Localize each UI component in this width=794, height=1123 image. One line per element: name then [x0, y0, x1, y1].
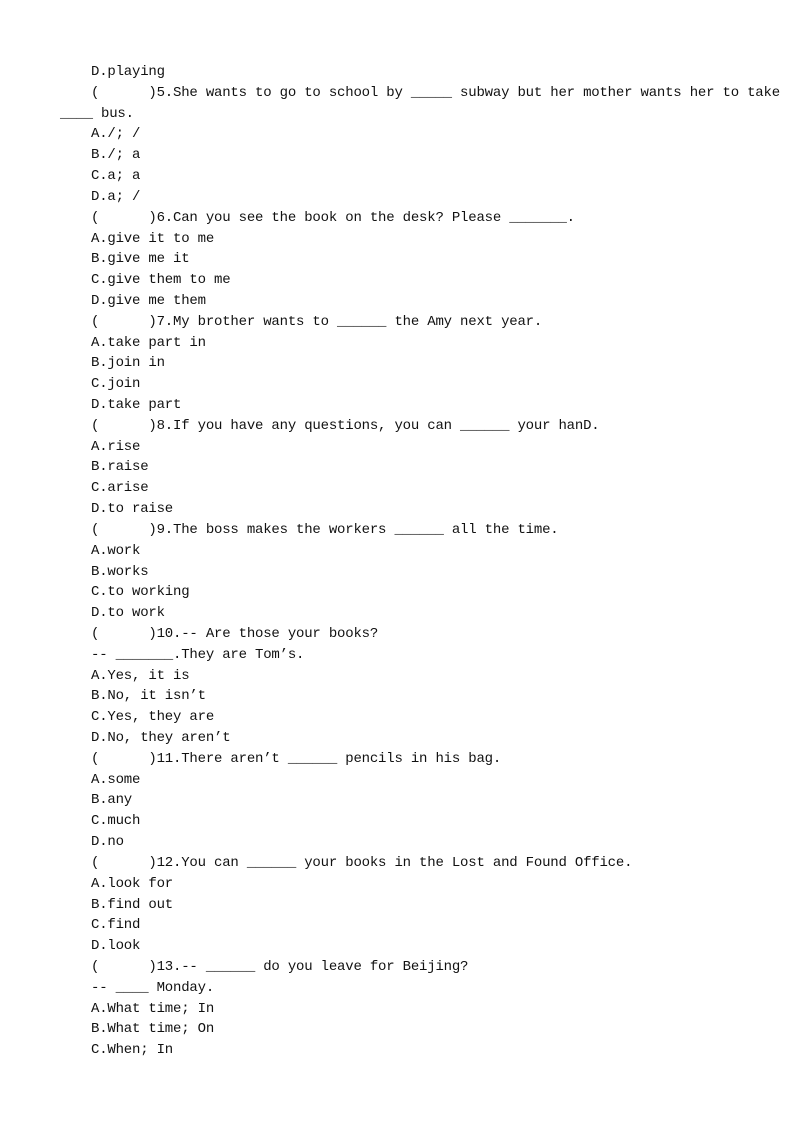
- text-line: D.a; /: [91, 188, 141, 205]
- text-line: B.No, it isn’t: [91, 688, 206, 705]
- text-line: D.to work: [91, 605, 165, 622]
- question-line: ( )13.-- ______ do you leave for Beijing?: [91, 958, 469, 975]
- text-line: A./; /: [91, 126, 141, 143]
- text-line: C.arise: [91, 480, 149, 497]
- text-line: D.playing: [91, 64, 165, 80]
- question-line: ( )12.You can ______ your books in the Lost and Found Office.: [91, 854, 633, 871]
- text-line: A.take part in: [91, 334, 206, 351]
- text-line: A.some: [91, 771, 141, 788]
- question-line: ( )8.If you have any questions, you can ______ your hanD.: [91, 417, 600, 434]
- text-line: C.join: [91, 376, 141, 393]
- text-line: C.Yes, they are: [91, 709, 215, 726]
- text-line: -- _______.They are Tom’s.: [91, 646, 305, 663]
- text-line: A.look for: [91, 875, 174, 892]
- question-line: ( )11.There aren’t ______ pencils in his bag.: [91, 750, 502, 767]
- text-line: A.Yes, it is: [91, 667, 190, 684]
- text-line: A.work: [91, 542, 141, 559]
- text-line: C.to working: [91, 584, 190, 601]
- text-line: D.to raise: [91, 501, 174, 518]
- text-line: A.give it to me: [91, 230, 215, 247]
- text-line: C.a; a: [91, 168, 141, 185]
- text-line: B.join in: [91, 355, 165, 372]
- question-line: ( )9.The boss makes the workers ______ all the time.: [91, 521, 559, 538]
- text-line: D.No, they aren’t: [91, 730, 231, 746]
- text-line: B.works: [91, 563, 149, 580]
- text-line: C.When; In: [91, 1042, 174, 1059]
- question-line: ( )10.-- Are those your books?: [91, 625, 379, 642]
- text-line: C.find: [91, 917, 141, 934]
- text-line: A.What time; In: [91, 1000, 215, 1017]
- question-line: ( )7.My brother wants to ______ the Amy next year.: [91, 313, 543, 330]
- text-line: D.give me them: [91, 292, 206, 309]
- question-line: ( )5.She wants to go to school by _____ subway but her mother wants her to take: [91, 84, 780, 101]
- text-line: D.look: [91, 938, 141, 955]
- text-line: D.take part: [91, 397, 182, 413]
- text-line: B.raise: [91, 459, 149, 476]
- text-line: B.any: [91, 792, 133, 809]
- document-page: [0, 62, 794, 1061]
- question-line: ( )6.Can you see the book on the desk? Please _______.: [91, 209, 575, 226]
- text-line: ____ bus.: [60, 105, 134, 122]
- text-line: B.give me it: [91, 251, 190, 268]
- text-line: C.give them to me: [91, 272, 231, 289]
- text-line: C.much: [91, 813, 141, 830]
- text-line: D.no: [91, 834, 124, 851]
- text-line: B./; a: [91, 147, 141, 164]
- text-line: -- ____ Monday.: [91, 979, 215, 996]
- text-line: A.rise: [91, 438, 141, 455]
- text-line: B.find out: [91, 896, 174, 913]
- text-line: B.What time; On: [91, 1021, 215, 1038]
